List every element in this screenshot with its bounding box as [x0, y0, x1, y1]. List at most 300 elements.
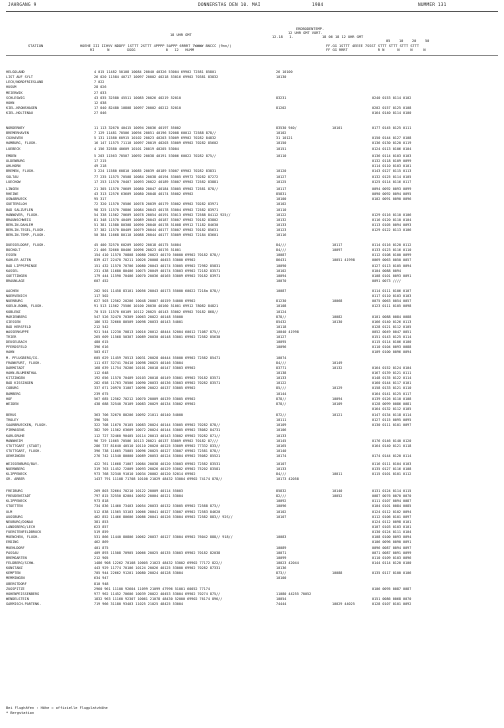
- station-name: TROLEY: [6, 418, 19, 423]
- soil-temperature: 0052 0049 0047 0051: [372, 330, 412, 335]
- station-name: WEIDEN: [6, 401, 19, 406]
- station-name: KIEL-HOLTENAU: [6, 111, 33, 116]
- station-name: LIST AUF SYLT: [6, 75, 33, 80]
- soil-temperature: 0136 0130 0120 0119: [372, 141, 412, 146]
- observation-code: 797 815 32550 82004 10052 20004 40121 53004: [94, 494, 183, 499]
- report-date: DONNERSTAG DEN 10. MAI: [198, 3, 261, 8]
- observation-code-12: 10130: [332, 319, 343, 324]
- station-name: BAD SALZUFLEN: [6, 207, 33, 212]
- observation-code: 151 432 11570 70706 10080 20043 40174 53005 69902 72982 85831: [94, 263, 221, 268]
- observation-code: 70 515 11570 60109 10112 20025 40143 53002 69902 70182 868//: [94, 309, 219, 314]
- col-header-station: STATION: [28, 44, 44, 48]
- observation-code: 112 727 32460 90405 10114 20013 40143 53002 69902 70282 871//: [94, 433, 221, 438]
- observation-code: 627 503 12562 20206 10048 20007 40159 54000 69902: [94, 299, 196, 304]
- soil-temperature: 0135 0127 0116 0108: [372, 467, 412, 472]
- observation-code-12: 10052: [332, 494, 343, 499]
- observation-code: 12 038: [94, 100, 107, 105]
- station-name: PIRMASENS: [6, 428, 25, 433]
- soil-temperature: 0075 0063 0054 0057: [372, 299, 412, 304]
- station-group: [6, 413, 498, 459]
- observation-code: 503 617: [94, 350, 109, 355]
- soil-temperature: 0164 0140 0114 0100: [372, 111, 412, 116]
- station-name: OSNABRUECK: [6, 197, 27, 202]
- station-name: KONSTANZ: [6, 566, 23, 571]
- observation-extra: 10124: [276, 309, 287, 314]
- observation-extra: 10117: [276, 187, 287, 191]
- soil-temperature: 0115 0114 0106 0100: [372, 340, 412, 345]
- soil-temperature: 0150 0144 0127 0108: [372, 136, 412, 141]
- observation-extra: 10123: [276, 228, 287, 233]
- soil-temperature: 0129 0122 0113 0106: [372, 228, 412, 233]
- station-group: [6, 289, 498, 335]
- soil-temperature: 0128 0107 0101 0092: [372, 602, 412, 607]
- observation-code: 37 382 11570 80409 10079 20044 40177 53007 69902 70182 85631: [94, 228, 219, 233]
- observation-code: 27 033: [94, 90, 107, 95]
- observation-code: 179 444 11590 70406 10070 20036 40165 53009 69902 70182 83971: [94, 273, 221, 278]
- soil-temperature: 0151 0143 0125 0114: [372, 335, 412, 339]
- observation-code: 17 253 11570 70407 10093 20022 40189 53007 69902 72582 83881: [94, 179, 219, 184]
- table-row: [6, 180, 498, 185]
- observation-extra: 10125: [276, 179, 287, 184]
- footnote-airports: Bei Flughäfen : Höhe = offizielle Flugplatzhöhe: [6, 706, 108, 710]
- station-name: GR. ARBER: [6, 477, 25, 482]
- observation-extra: 10122: [276, 381, 287, 386]
- observation-extra: 10054: [276, 596, 287, 601]
- station-name: WEISSENBURG/BAY.: [6, 462, 40, 466]
- observation-code: 567 685 12562 70212 10070 20009 40139 53005 69902: [94, 396, 196, 401]
- observation-code: 50 384 11668 80110 10088 20044 40177 53009 69902 72184 83601: [94, 233, 219, 238]
- observation-extra: 10120: [276, 169, 287, 174]
- station-name: GARMISCH-PARTENK.: [6, 602, 42, 607]
- observation-extra: 85///: [276, 386, 287, 391]
- observation-code: 409 893 11508 70905 10066 20025 40135 53003 69902 70182 82038: [94, 550, 221, 555]
- observation-code: 212 542: [94, 324, 109, 329]
- observation-extra: 10083: [276, 535, 287, 540]
- observation-extra: 10099: [276, 555, 287, 560]
- observation-code-12: 10101: [332, 126, 343, 130]
- station-name: HAHN: [6, 350, 15, 355]
- observation-extra: 10165: [276, 443, 287, 448]
- observation-extra: 74444: [276, 602, 287, 607]
- station-name: FRANKFURT, FLUGH.: [6, 360, 42, 365]
- station-name: AHLHORN: [6, 164, 21, 169]
- observation-code: 1832 963 11160 92307 10061 21078 48430 52000 69902 76174 896//: [94, 596, 223, 601]
- station-name: BRAUNLAGE: [6, 278, 25, 283]
- observation-extra: 10106: [276, 428, 287, 433]
- observation-code-12: 10132: [332, 365, 343, 370]
- observation-extra: 10108: [276, 304, 287, 309]
- station-name: NOERVENICH: [6, 294, 27, 299]
- observation-code: 269 803 32664 70210 10122 20009 40114 55003: [94, 489, 183, 493]
- observation-extra: 85432: [276, 319, 287, 324]
- soil-temperature: 0109 0100 0096 0094: [372, 350, 412, 355]
- observation-extra: 10122: [276, 212, 287, 217]
- soil-temperature: 0143 0127 0115 0113: [372, 169, 412, 174]
- station-name: GIESSEN: [6, 319, 21, 324]
- observation-code: 28 026: [94, 85, 107, 90]
- observation-code: 547 526 32470 70309 10063 20022 40148 55000: [94, 314, 183, 319]
- station-name: ULM: [6, 509, 13, 514]
- col-header-vor: 12 UHR GMT VORT.: [288, 31, 323, 35]
- observation-code: 202 501 11458 83101 10056 20043 40173 55000 60022 7218a 878//: [94, 289, 221, 293]
- col-header-ext: ERDBODENTEMP.: [296, 27, 325, 31]
- observation-code: 322 708 11670 70105 10083 20024 40144 53005 69902 70282 878//: [94, 423, 221, 428]
- station-name: HELGOLAND: [6, 70, 25, 74]
- observation-code: 54 338 11562 70609 10078 20054 40191 53013 69902 72588 84112 925//: [94, 212, 231, 217]
- observation-code: 396 738 11665 75005 10096 20025 40127 53007 69902 72581 878//: [94, 448, 221, 453]
- soil-temperature: 0240 0153 0114 0102: [372, 95, 412, 100]
- observation-code: 21 305 11570 70609 10080 20047 40184 53005 69902 72581 878//: [94, 187, 219, 191]
- observation-code: 27 046: [94, 111, 107, 116]
- soil-temperature: 0167 0139 0121 0111: [372, 370, 412, 375]
- soil-temperature: 0130 0111 0101 0097: [372, 423, 412, 428]
- soil-temperature: 0151 0086 0068 0070: [372, 596, 412, 601]
- observation-code-12: 10117: [332, 243, 343, 247]
- station-name: BERLIN-TEMP.,FLUGH.: [6, 233, 46, 238]
- col-header-0618: 18 06 18 12 UHR GMT: [322, 35, 364, 39]
- observation-code: 519 859: [94, 530, 109, 535]
- observation-extra: 10111: [276, 418, 287, 423]
- soil-temperature: 0124 0112 0098 0101: [372, 519, 412, 524]
- observation-code: 480 615: [94, 340, 109, 345]
- station-name: PFERDSFELD: [6, 345, 27, 350]
- soil-temperature: 0176 0146 0140 0120: [372, 438, 412, 443]
- station-name: OBERSTDORF: [6, 581, 27, 586]
- observation-code: 607 452: [94, 278, 109, 283]
- soil-temperature: 0116 0111 0104 0103: [372, 462, 412, 466]
- footnote-mountain: * Bergstation: [6, 711, 35, 715]
- volume-label: JAHRGANG 9: [8, 3, 37, 8]
- observation-code: 337 671 20970 31007 10096 20022 40137 53005 69902: [94, 386, 196, 391]
- observation-extra: 82///: [276, 494, 287, 499]
- station-name: GUETERSLOH: [6, 202, 27, 207]
- observation-extra: 81202: [276, 105, 287, 110]
- soil-temperature: 0202 0157 0125 0108: [372, 105, 412, 110]
- soil-temperature: 0113 0105 0094 0093: [372, 222, 412, 227]
- station-name: NORDERNEY: [6, 126, 25, 130]
- observation-extra: 10110: [276, 154, 287, 158]
- station-name: STOETTEN: [6, 504, 23, 509]
- soil-temperature: 0110 0109 0103 0096: [372, 555, 412, 560]
- soil-temperature: 0102 0091 0090 0096: [372, 197, 412, 202]
- observation-code-12: 10149: [332, 360, 343, 365]
- observation-extra: 84///: [276, 243, 287, 247]
- observation-code: 265 609 11568 50307 10089 20030 40148 53001 69902 72582 85630: [94, 335, 221, 339]
- observation-code: 531 866 11440 80806 10062 20037 40127 53004 69902 76042 888// 918//: [94, 535, 233, 540]
- station-name: COBURG: [6, 386, 19, 391]
- soil-temperature: 0111 0107 0094 0087: [372, 499, 412, 504]
- soil-temperature: 0164 0141 0125 0117: [372, 391, 412, 396]
- soil-temperature: 0116 0120 0110 0104: [372, 217, 412, 222]
- soil-temperature: 0117 0110 0103 0103: [372, 294, 412, 299]
- observation-code-12: 10109: [332, 401, 343, 406]
- observation-code: 117 502: [94, 294, 109, 299]
- observation-extra: 11080 44255 70052: [276, 591, 312, 596]
- station-name: AUGSBURG: [6, 514, 23, 519]
- observation-code-12: 10011: [332, 472, 343, 477]
- soil-temperature: 0108 0101 0093 0091: [372, 273, 412, 278]
- soil-temperature: 0129 0116 0110 0106: [372, 212, 412, 217]
- header-rule: [6, 11, 498, 12]
- soil-temperature: 0124 0112 0102 0094: [372, 509, 412, 514]
- observation-extra: 10150: [276, 141, 287, 146]
- soil-temperature: 0132 0125 0114 0105: [372, 174, 412, 179]
- observation-extra: 10109: [276, 423, 287, 428]
- station-name: BAD HERSFELD: [6, 324, 31, 329]
- station-name: ZUGSPITZE: [6, 586, 25, 591]
- station-group: [6, 335, 498, 412]
- station-name: KOBLENZ: [6, 309, 21, 314]
- soil-temperature: 0091 0073 ////: [372, 278, 401, 283]
- station-name: PASSAU: [6, 550, 19, 555]
- station-name: OLDENBURG: [6, 159, 25, 164]
- station-name: BOCHOLT: [6, 248, 21, 253]
- observation-code-12: 10097: [332, 248, 343, 253]
- observation-code: 98 325 11570 70806 10084 20043 40178 53004 69902 72582 83971: [94, 207, 219, 212]
- observation-code: 168 639 11754 70206 10101 20018 40147 53003 69902: [94, 365, 196, 370]
- observation-code: 276 742 11540 80000 10089 20053 40124 53004 69902 76082 85521: [94, 454, 221, 459]
- observation-code: 16 147 11575 71110 10097 20019 40203 53009 69902 70282 85602: [94, 141, 219, 146]
- observation-code: 5 131 11580 60915 10102 20023 40203 53009 69902 70282 84832: [94, 136, 217, 141]
- observation-code: 623 857: [94, 524, 109, 529]
- observation-extra: 83231: [276, 95, 287, 100]
- observation-extra: 85831: [276, 192, 287, 197]
- station-name: RHEINE: [6, 192, 19, 197]
- observation-code: 2960 961 11100 92604 11099 21099 47996 51001 60052 77174: [94, 586, 210, 591]
- station-group: [6, 243, 498, 284]
- table-row: [6, 454, 498, 459]
- observation-extra: 10132: [276, 217, 287, 222]
- observation-extra: 10144: [276, 391, 287, 396]
- station-name: LUECHOW: [6, 179, 21, 184]
- station-name: AACHEN: [6, 289, 19, 293]
- observation-code: 17 040 82480 10808 10097 20002 40212 52010: [94, 105, 181, 110]
- station-name: WENDELSTEIN: [6, 596, 29, 601]
- station-group: [6, 126, 498, 152]
- soil-temperature: 0160 0144 0117 0101: [372, 381, 412, 386]
- observation-code: 973 768 32340 91010 10034 20002 40120 52014 69902: [94, 472, 196, 477]
- station-name: KASSEL: [6, 268, 19, 273]
- soil-temperature: 0123 0111 0105 0098: [372, 304, 412, 309]
- observation-extra: 83771: [276, 365, 287, 370]
- observation-extra: 10087: [276, 289, 287, 293]
- observation-code: 49 218: [94, 164, 107, 169]
- observation-code: 1486 908 12262 70108 10005 21023 48432 53002 69902 77172 822//: [94, 560, 223, 565]
- soil-temperature: 0104 0101 0084 0085: [372, 504, 412, 509]
- station-name: BAD KISSINGEN: [6, 381, 33, 386]
- observation-code: 382 709 11562 63609 10072 20024 40144 53005 69902 78082 84731: [94, 428, 221, 433]
- soil-temperature: 0166 0140 0126 0113: [372, 319, 412, 324]
- observation-code: 111 637 32741 70410 10098 20025 40146 53004: [94, 360, 183, 365]
- observation-extra: 10092: [276, 499, 287, 504]
- soil-temperature: 0114 0111 0106 0107: [372, 289, 412, 293]
- soil-temperature: 0108 0100 0093 0094: [372, 535, 412, 540]
- station-name: TRIER: [6, 335, 17, 339]
- table-row: [6, 407, 498, 412]
- soil-temperature: 0164 0140 0121 0118: [372, 443, 412, 448]
- station-name: LINGEN: [6, 187, 19, 191]
- observation-extra: 873//: [276, 571, 287, 576]
- observation-extra: 10040 41998: [276, 330, 299, 335]
- observation-code: 443 929 11774 70106 10124 20026 40125 53000 69902 70282 87331: [94, 566, 221, 571]
- station-name: BREMERHAVEN: [6, 131, 29, 136]
- observation-code: 51 381 11580 80308 10090 20040 40178 51008 69912 71182 84630: [94, 222, 219, 227]
- observation-extra: 81230: [276, 299, 287, 304]
- station-name: M. PFLUGBERG/IG.: [6, 355, 40, 360]
- col-header-utc: 18 UHR GMT: [170, 33, 192, 37]
- soil-temperature: 0112 0108 0100 0099: [372, 253, 412, 258]
- soil-temperature: 0174 0144 0120 0114: [372, 454, 412, 459]
- observation-extra: 10107: [276, 462, 287, 466]
- station-name: STUTTGART, FLUGH.: [6, 448, 42, 453]
- soil-temperature: 0164 0152 0124 0104: [372, 365, 412, 370]
- observation-extra: 10070: [276, 278, 287, 283]
- observation-code-12: 10121: [332, 413, 343, 417]
- observation-code: 81 348 11570 40409 10089 20043 40187 53007 69902 70182 83802: [94, 217, 219, 222]
- observation-code: 72 320 11570 70506 10078 20039 40179 53002 69902 70282 83971: [94, 202, 219, 207]
- station-name: HAMBURG, FLUGH.: [6, 141, 38, 146]
- observation-code-12: 10068: [332, 299, 343, 304]
- observation-code: 719 966 31180 93403 11025 21025 48425 53004: [94, 602, 183, 607]
- observation-code: 422 761 11668 71007 10084 20038 40120 53003 69902 72582 83531: [94, 462, 221, 466]
- observation-code: 5 203 11563 70507 10092 20038 40191 53006 60022 70282 875//: [94, 154, 217, 158]
- observation-code: 43 035 32580 45511 10085 20026 40219 52010: [94, 95, 181, 100]
- observation-code: 921 544 12230 70813 10016 20012 48444 52004 60012 71087 875//: [94, 330, 221, 335]
- soil-temperature: 0139 0126 0110 0108: [372, 396, 412, 401]
- observation-extra: 84///: [276, 472, 287, 477]
- observation-extra: 83530 940/: [276, 126, 297, 130]
- observation-code: 96 729 11665 70506 10113 20021 40137 53009 69902 70182 87///: [94, 438, 219, 443]
- observation-extra: 10173 42058: [276, 477, 299, 482]
- station-name: BREMGARTEN: [6, 555, 27, 560]
- soil-temperature: 0133 0123 0116 0110: [372, 248, 412, 253]
- station-name: KLIPPENECK: [6, 499, 27, 504]
- station-name: LECK/NORDFRIESLAND: [6, 80, 44, 85]
- observation-code: 7 022: [94, 80, 105, 85]
- observation-code: 438 688 32540 70109 10083 20029 40134 53002 69902: [94, 401, 196, 406]
- soil-temperature: 0094 0092 0093 0099: [372, 187, 412, 191]
- observation-code: 43 313 12576 63609 10080 20048 40174 55002 69902: [94, 192, 194, 197]
- soil-temperature: 0112 0106 0101 0097: [372, 514, 412, 519]
- observation-code: 7 129 11481 70506 10094 20051 40196 52008 60012 72588 878//: [94, 131, 217, 136]
- station-name: DUESSELDORF, FLUGH.: [6, 243, 46, 247]
- station-name: BERLIN-DAHLEM: [6, 222, 33, 227]
- soil-temperature: 0106 0095 0087 0087: [372, 586, 412, 591]
- observation-extra: 84///: [276, 360, 287, 365]
- observation-code: 21 406 32660 80406 10096 20023 40176 51001: [94, 248, 181, 253]
- observation-code: 363 706 32670 80206 10092 21011 40140 54000: [94, 413, 183, 417]
- observation-code: 396 616: [94, 345, 109, 350]
- observation-code: 239 675: [94, 391, 109, 396]
- station-name: CUXHAVEN: [6, 136, 23, 141]
- observation-extra: 10118: [276, 324, 287, 329]
- station-name: KOELN-BONN, FLUGH.: [6, 304, 44, 309]
- station-name: HOHN: [6, 100, 15, 105]
- station-name: GOETTINGEN: [6, 273, 27, 278]
- table-row: [6, 147, 498, 152]
- soil-temperature: 0107 0103 0103 0101: [372, 524, 412, 529]
- station-name: KEMPTEN: [6, 571, 21, 576]
- station-name: OEHRINGEN: [6, 454, 25, 459]
- observation-code: 91 513 11562 75506 10100 20030 40160 51001 69912 78082 84821: [94, 304, 219, 309]
- observation-extra: 10023 42044: [276, 560, 299, 565]
- soil-temperature: 0106 0096 0090 0091: [372, 540, 412, 545]
- soil-temperature: 0177 0145 0125 0111: [372, 126, 412, 130]
- observation-extra: 10087: [276, 253, 287, 258]
- station-name: KITZINGEN: [6, 376, 25, 381]
- observation-code: 95 317: [94, 197, 107, 202]
- observation-extra: 10140: [276, 448, 287, 453]
- observation-code: 512 838 11565 53103 10066 20041 40127 53007 69902 72583 84620: [94, 509, 221, 514]
- observation-extra: 10116: [276, 233, 287, 238]
- observation-code: 401 875: [94, 545, 109, 550]
- observation-code: 112 648: [94, 370, 109, 375]
- observation-extra: 10102: [276, 131, 287, 136]
- station-name: MEIERWIK: [6, 90, 23, 95]
- soil-temperature: 0114 0116 0120 0112: [372, 243, 412, 247]
- station-name: KLIPPENECK: [6, 472, 27, 477]
- station-name: HOHENPEISSENBERG: [6, 591, 40, 596]
- observation-code: 381 853: [94, 519, 109, 524]
- station-name: FREUDENSTADT: [6, 494, 31, 499]
- soil-temperature: 0144 0114 0120 0100: [372, 560, 412, 565]
- station-name: KARLSRUHE: [6, 433, 25, 438]
- station-group: [6, 489, 498, 607]
- station-name: SOLTAU: [6, 174, 19, 179]
- col-header-depths: 05 10 20 50: [386, 39, 430, 43]
- observation-code-12: 10082: [332, 314, 343, 319]
- soil-temperature: 0124 0113 0106 0104: [372, 146, 412, 151]
- col-header-fields-sub: RI N GGGG 0 12 HLMM: [90, 48, 194, 52]
- observation-extra: 10074: [276, 355, 287, 360]
- observation-extra: 10102: [276, 509, 287, 514]
- station-name: DEUSELBACH: [6, 340, 27, 345]
- observation-extra: 10100: [276, 576, 287, 581]
- soil-temperature: 0114 0110 0103 0101: [372, 164, 412, 169]
- soil-temperature: 0130 0124 0111 0104: [372, 530, 412, 535]
- observation-code-12: 10088: [332, 571, 343, 576]
- observation-code: 231 438 11680 80406 10075 20049 40174 53003 69902 72182 83571: [94, 268, 221, 273]
- observation-extra: 10130: [276, 75, 287, 80]
- station-name: LANDSBERG/LECH: [6, 524, 35, 529]
- soil-temperature: 0115 0101 0101 0112: [372, 472, 412, 477]
- col-header-fields: HOEHE III IIHVV NDDFF 1STTT 2STTT 4PPPP 5APPP 6RRRT 7WWWW 8NCCC (9nn/): [80, 44, 232, 48]
- station-name: HOF: [6, 396, 13, 401]
- soil-temperature: 0127 0115 0095 0095: [372, 418, 412, 423]
- report-year: 1984: [312, 3, 324, 8]
- observation-code: 605 629 11459 70513 10031 20028 40444 55000 69902 72582 85471: [94, 355, 221, 360]
- table-row: [6, 111, 498, 116]
- observation-code: 186 532 32660 80509 10098 20033 40143 54001: [94, 319, 183, 324]
- station-name: BAMBERG: [6, 391, 21, 396]
- station-name: BERUS: [6, 413, 17, 417]
- station-name: NEUBURG/DONAU: [6, 519, 33, 524]
- observation-code-12: 10051 41998: [332, 258, 355, 263]
- station-group: [6, 462, 498, 483]
- soil-temperature: 0087 0076 0070 0070: [372, 494, 412, 499]
- col-header-soil: FF-GG 1STTT 4EEEE 7SSST STTT STTT STTT STTT: [326, 44, 420, 48]
- table-row: [6, 477, 498, 482]
- observation-extra: 872//: [276, 413, 287, 417]
- soil-temperature: 0135 0117 0100 0106: [372, 571, 412, 576]
- station-name: KAHLER ASTEN: [6, 258, 31, 263]
- observation-code: 634 947: [94, 576, 109, 581]
- observation-extra: 86431: [276, 258, 287, 263]
- observation-code: 4 156 32580 40609 10101 20019 40205 53004: [94, 146, 179, 151]
- observation-extra: 10138: [276, 370, 287, 375]
- observation-extra: 31 10121: [276, 136, 293, 141]
- observation-code: 45 400 32570 60209 10092 20018 40175 54004: [94, 243, 181, 247]
